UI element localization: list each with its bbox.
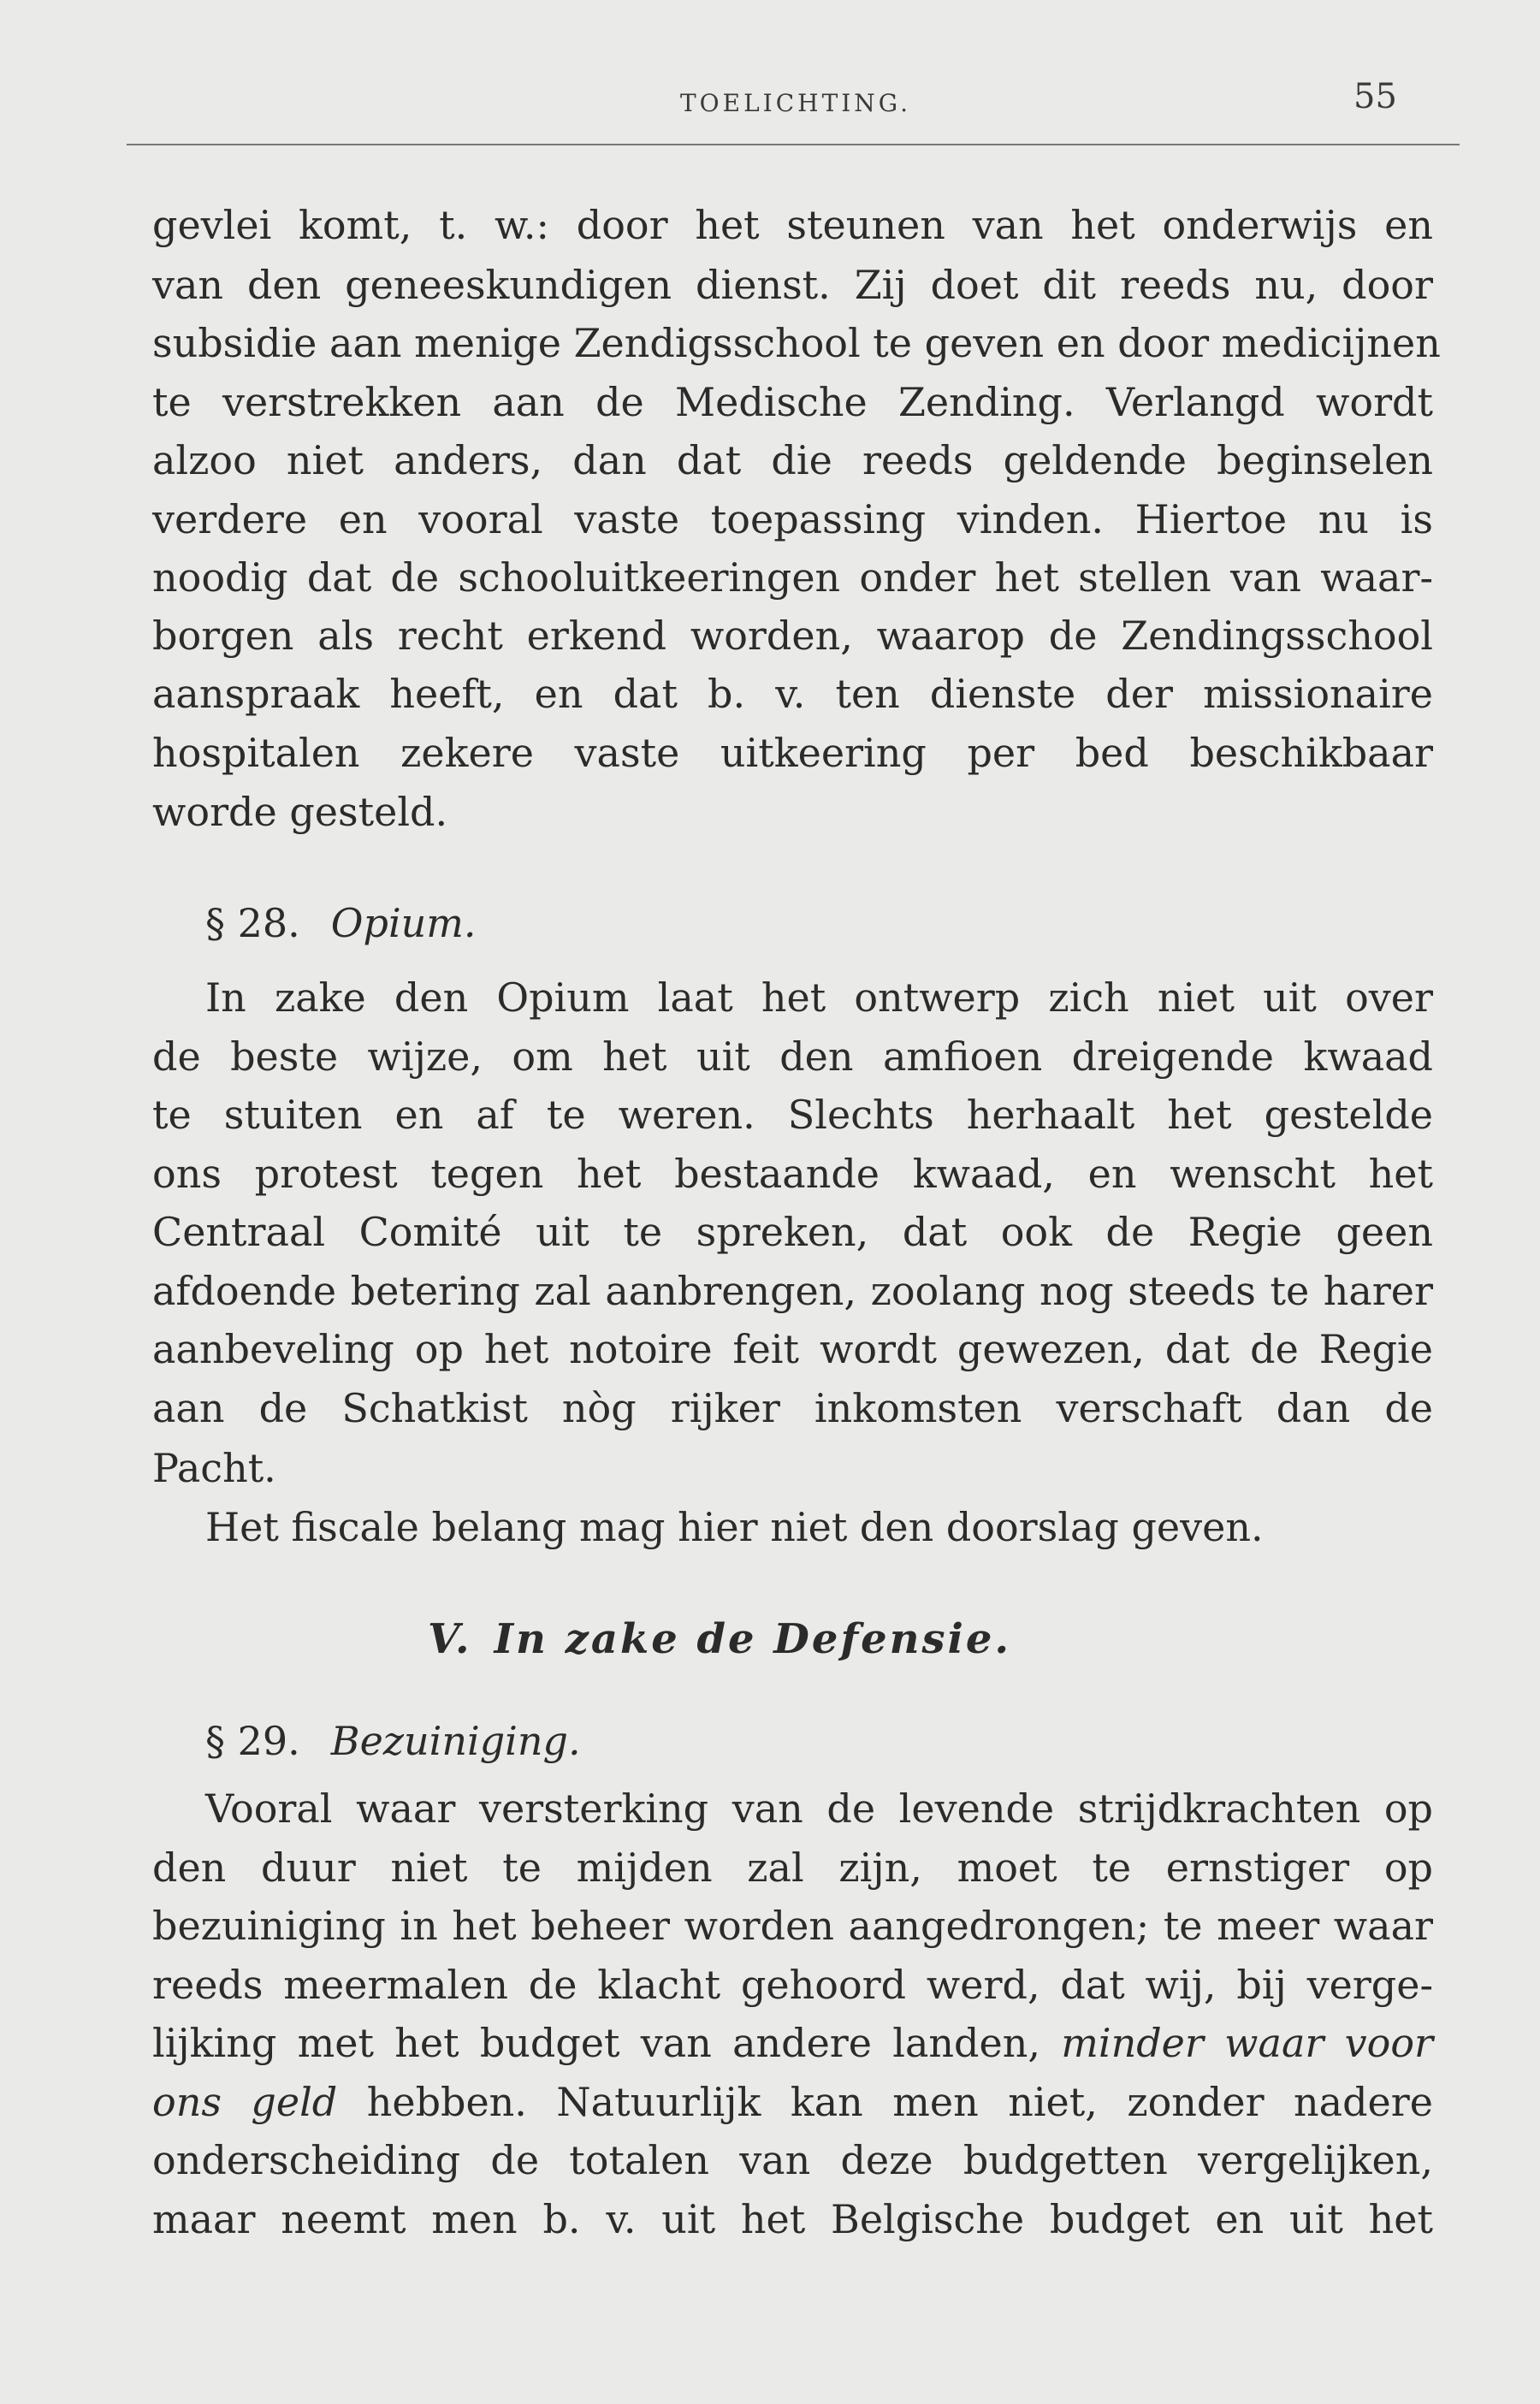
paragraph-line [152, 2020, 1434, 2066]
section-heading-28 [205, 900, 477, 946]
paragraph-line: noodig dat de schooluitkeeringen onder het stellen van waar- [152, 554, 1433, 601]
italic-phrase: ons geld [152, 2079, 338, 2125]
paragraph-line: alzoo niet anders, dan dat die reeds geldende beginselen [152, 437, 1433, 483]
text-run: lijking met het budget van andere landen, [152, 2020, 1040, 2066]
paragraph-line: te stuiten en af te weren. Slechts herhaalt het gestelde [152, 1092, 1433, 1138]
italic-phrase: minder waar voor [1061, 2020, 1434, 2066]
text-run: hebben. Natuurlijk kan men niet, zonder nadere [366, 2079, 1433, 2125]
paragraph-line [152, 2079, 1433, 2125]
section-title: Bezuiniging. [330, 1718, 581, 1764]
paragraph-line: worde gesteld. [152, 789, 448, 835]
section-number: § 29. [205, 1718, 300, 1764]
running-title: TOELICHTING. [680, 89, 912, 117]
paragraph-line: bezuiniging in het beheer worden aangedrongen; te meer waar [152, 1903, 1433, 1949]
paragraph-line: Pacht. [152, 1445, 276, 1491]
paragraph-line: borgen als recht erkend worden, waarop de Zendingsschool [152, 613, 1433, 659]
paragraph-line: aanbeveling op het notoire feit wordt gewezen, dat de Regie [152, 1326, 1433, 1372]
header-rule [127, 144, 1460, 145]
paragraph-line: ons protest tegen het bestaande kwaad, en wenscht het [152, 1151, 1433, 1197]
paragraph-line: In zake den Opium laat het ontwerp zich niet uit over [205, 974, 1433, 1021]
paragraph-line: Het fiscale belang mag hier niet den doorslag geven. [205, 1504, 1264, 1550]
part-numeral: V. [428, 1615, 472, 1663]
paragraph-line: onderscheiding de totalen van deze budgetten vergelijken, [152, 2137, 1433, 2183]
paragraph-line: reeds meermalen de klacht gehoord werd, dat wij, bij verge- [152, 1962, 1433, 2008]
paragraph-line: de beste wijze, om het uit den amfioen dreigende kwaad [152, 1033, 1433, 1080]
paragraph-line: den duur niet te mijden zal zijn, moet te ernstiger op [152, 1844, 1433, 1891]
paragraph-line: afdoende betering zal aanbrengen, zoolang nog steeds te harer [152, 1268, 1433, 1314]
section-number: § 28. [205, 900, 300, 946]
paragraph-line: Centraal Comité uit te spreken, dat ook de Regie geen [152, 1209, 1433, 1255]
paragraph-line: hospitalen zekere vaste uitkeering per bed beschikbaar [152, 730, 1433, 776]
paragraph-line: gevlei komt, t. w.: door het steunen van het onderwijs en [152, 202, 1433, 248]
paragraph-line: aanspraak heeft, en dat b. v. ten dienste der missionaire [152, 671, 1433, 717]
paragraph-line: te verstrekken aan de Medische Zending. Verlangd wordt [152, 379, 1433, 425]
section-heading-29 [205, 1718, 581, 1764]
paragraph-line: maar neemt men b. v. uit het Belgische budget en uit het [152, 2196, 1433, 2242]
section-title: Opium. [330, 900, 477, 946]
paragraph-line: subsidie aan menige Zendigsschool te geven en door medicijnen [152, 320, 1441, 366]
page-number: 55 [1353, 77, 1397, 116]
part-title: In zake de Defensie. [494, 1615, 1012, 1663]
paragraph-line: aan de Schatkist nòg rijker inkomsten verschaft dan de [152, 1385, 1433, 1431]
paragraph-line: van den geneeskundigen dienst. Zij doet dit reeds nu, door [152, 262, 1433, 308]
part-heading [428, 1615, 1011, 1663]
paragraph-line: verdere en vooral vaste toepassing vinden. Hiertoe nu is [152, 496, 1433, 542]
paragraph-line: Vooral waar versterking van de levende strijdkrachten op [205, 1785, 1433, 1832]
